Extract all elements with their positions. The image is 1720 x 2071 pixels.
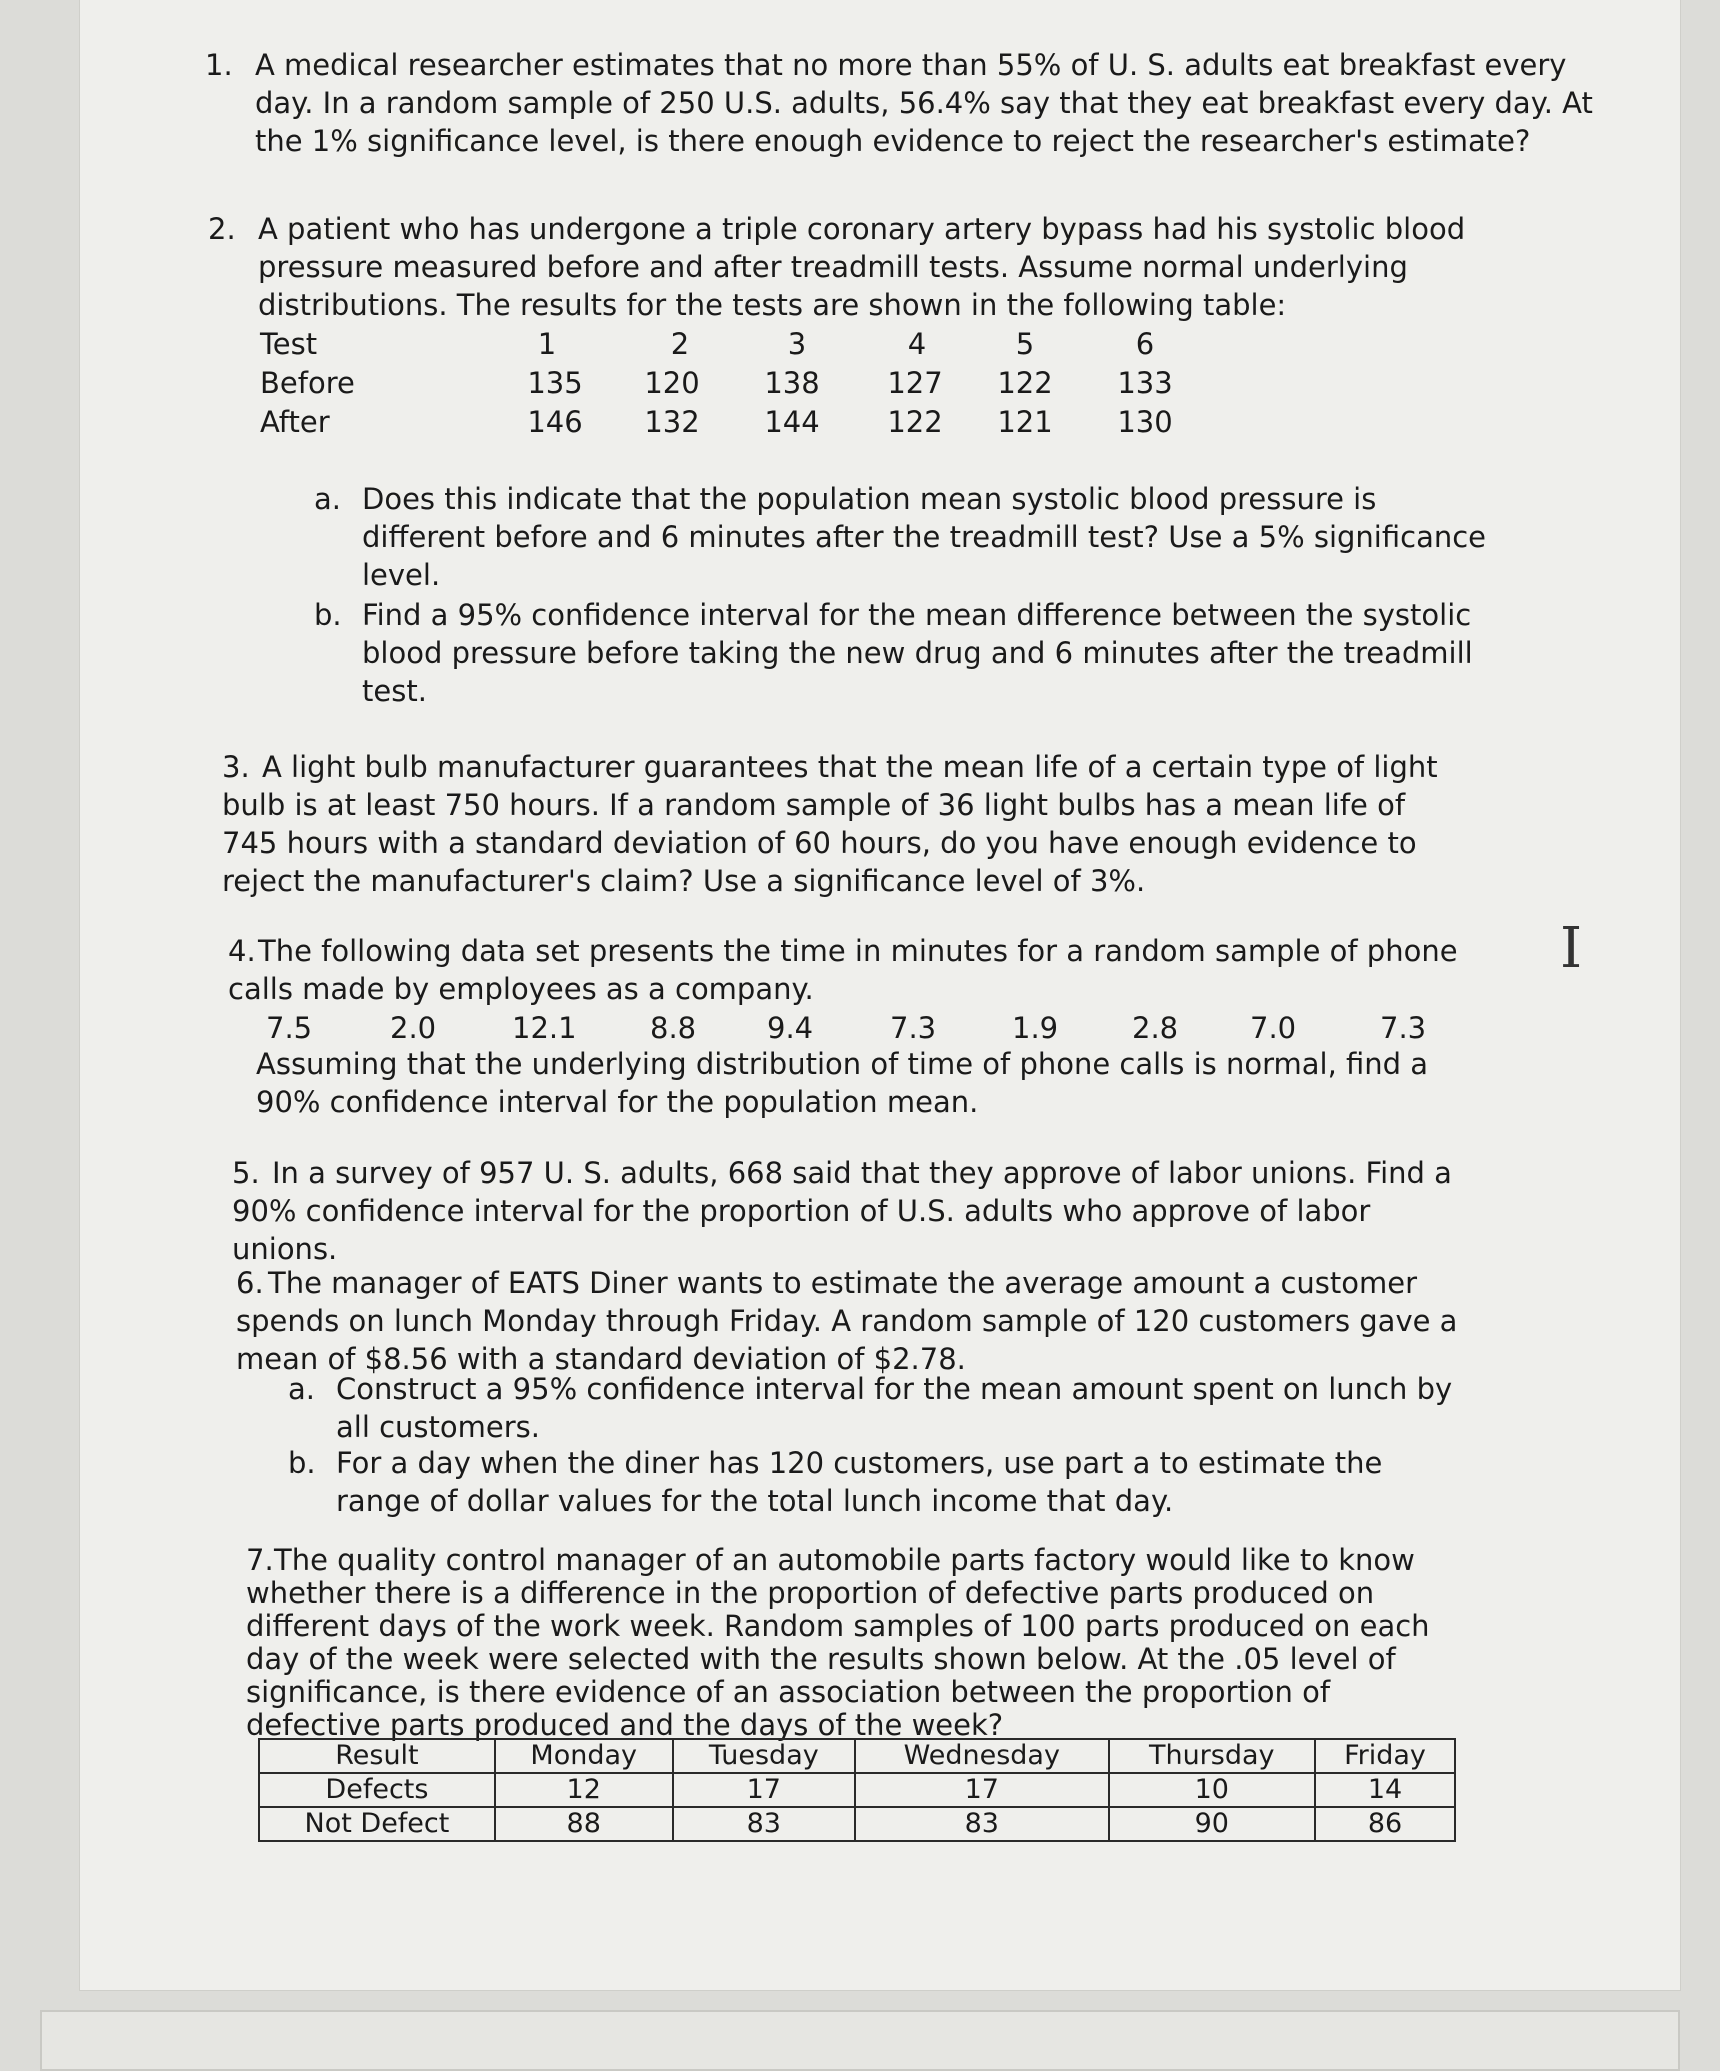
part-text: Construct a 95% confidence interval for the mean amount spent on lunch by all customers.: [336, 1372, 1453, 1444]
part-label: b.: [314, 598, 342, 632]
question-text: The manager of EATS Diner wants to estimate the average amount a customer spends on lunch Monday through Friday. A random sample of 120 customers gave a mean of $8.56 with a standard deviation of $2.78.: [236, 1266, 1458, 1376]
table-cell: 83: [673, 1807, 856, 1841]
part-text: Does this indicate that the population mean systolic blood pressure is different before and 6 minutes after the treadmill test? Use a 5% significance level.: [362, 482, 1487, 592]
before-cell: 135: [527, 366, 583, 400]
row-label: Before: [260, 366, 355, 400]
part-label: a.: [314, 482, 341, 516]
part-text: For a day when the diner has 120 customers, use part a to estimate the range of dollar values for the total lunch income that day.: [336, 1446, 1383, 1518]
data-value: 7.0: [1250, 1011, 1297, 1045]
question-text: A medical researcher estimates that no more than 55% of U. S. adults eat breakfast every day. In a random sample of 250 U.S. adults, 56.4% say that they eat breakfast every day. At the 1% significance level, is there enough evidence to reject the researcher's estimate?: [255, 48, 1593, 158]
question-text: A light bulb manufacturer guarantees that the mean life of a certain type of light bulb is at least 750 hours. If a random sample of 36 light bulbs has a mean life of 745 hours with a standard deviation of 60 hours, do you have enough evidence to reject the manufacturer's claim? Use a significance level of 3%.: [222, 750, 1438, 898]
table-cell: 88: [495, 1807, 673, 1841]
after-cell: 132: [644, 405, 700, 439]
table-cell: 17: [673, 1773, 856, 1807]
data-value: 2.0: [390, 1011, 437, 1045]
row-label: Test: [260, 327, 318, 361]
column-header: Result: [259, 1739, 495, 1773]
after-cell: 144: [764, 405, 820, 439]
data-value: 7.3: [1380, 1011, 1427, 1045]
row-label: After: [260, 405, 330, 439]
before-cell: 127: [887, 366, 943, 400]
question-6: [236, 1264, 1466, 1378]
defects-table: [258, 1738, 1456, 1842]
before-cell: 138: [764, 366, 820, 400]
question-6a: [288, 1370, 1456, 1446]
question-number: 4.: [228, 934, 256, 968]
part-label: b.: [288, 1446, 316, 1480]
data-value: 8.8: [650, 1011, 697, 1045]
question-text: The quality control manager of an automobile parts factory would like to know whether there is a difference in the proportion of defective parts produced on different days of the work week. Random samples of 100 parts produced on each day of the week were selected with the results shown below. At the .05 level of significance, is there evidence of an association between the proportion of defective parts produced and the days of the week?: [246, 1543, 1430, 1742]
test-cell: 1: [537, 327, 557, 361]
test-cell: 6: [1135, 327, 1155, 361]
text-cursor-icon: I: [1560, 916, 1583, 981]
column-header: Monday: [495, 1739, 673, 1773]
after-cell: 122: [887, 405, 943, 439]
data-value: 1.9: [1012, 1011, 1059, 1045]
test-cell: 4: [907, 327, 927, 361]
question-1: [205, 46, 1600, 160]
question-5: [232, 1154, 1482, 1268]
question-text-continued: Assuming that the underlying distribution of time of phone calls is normal, find a 90% confidence interval for the population mean.: [256, 1047, 1429, 1119]
bottom-panel: [40, 2010, 1680, 2071]
after-cell: 121: [997, 405, 1053, 439]
table-cell: 10: [1109, 1773, 1316, 1807]
table-cell: 86: [1315, 1807, 1455, 1841]
column-header: Thursday: [1109, 1739, 1316, 1773]
data-value: 7.3: [890, 1011, 937, 1045]
test-cell: 2: [670, 327, 690, 361]
table-cell: Not Defect: [259, 1807, 495, 1841]
question-4: [228, 932, 1468, 1008]
column-header: Tuesday: [673, 1739, 856, 1773]
after-cell: 146: [527, 405, 583, 439]
table-row: [259, 1807, 1455, 1841]
part-text: Find a 95% confidence interval for the mean difference between the systolic blood pressure before taking the new drug and 6 minutes after the treadmill test.: [362, 598, 1473, 708]
table-header-row: [259, 1739, 1455, 1773]
data-value: 9.4: [767, 1011, 814, 1045]
question-number: 3.: [222, 750, 250, 784]
table-row: [259, 1773, 1455, 1807]
table-cell: 83: [855, 1807, 1108, 1841]
question-2: [208, 210, 1503, 324]
question-text: A patient who has undergone a triple coronary artery bypass had his systolic blood pressure measured before and after treadmill tests. Assume normal underlying distributions. The results for the tests are shown in the following table:: [258, 212, 1466, 322]
before-cell: 120: [644, 366, 700, 400]
after-cell: 130: [1117, 405, 1173, 439]
question-3: [222, 748, 1452, 900]
table-cell: Defects: [259, 1773, 495, 1807]
before-cell: 133: [1117, 366, 1173, 400]
table-cell: 14: [1315, 1773, 1455, 1807]
table-cell: 17: [855, 1773, 1108, 1807]
question-6b: [288, 1444, 1456, 1520]
part-label: a.: [288, 1372, 315, 1406]
question-number: 5.: [232, 1156, 260, 1190]
test-cell: 3: [787, 327, 807, 361]
question-4-continued: [256, 1045, 1486, 1121]
question-number: 2.: [208, 212, 236, 246]
before-cell: 122: [997, 366, 1053, 400]
question-2a: [314, 480, 1492, 594]
column-header: Wednesday: [855, 1739, 1108, 1773]
question-number: 7.: [246, 1543, 274, 1577]
table-cell: 90: [1109, 1807, 1316, 1841]
data-value: 7.5: [266, 1011, 313, 1045]
table-cell: 12: [495, 1773, 673, 1807]
test-cell: 5: [1015, 327, 1035, 361]
data-value: 12.1: [512, 1011, 577, 1045]
question-7: [246, 1544, 1446, 1742]
question-number: 1.: [205, 48, 233, 82]
column-header: Friday: [1315, 1739, 1455, 1773]
question-text: The following data set presents the time in minutes for a random sample of phone calls made by employees as a company.: [228, 934, 1458, 1006]
data-value: 2.8: [1132, 1011, 1179, 1045]
question-text: In a survey of 957 U. S. adults, 668 said that they approve of labor unions. Find a 90% confidence interval for the proportion of U.S. adults who approve of labor unions.: [232, 1156, 1452, 1266]
question-2b: [314, 596, 1492, 710]
question-number: 6.: [236, 1266, 264, 1300]
